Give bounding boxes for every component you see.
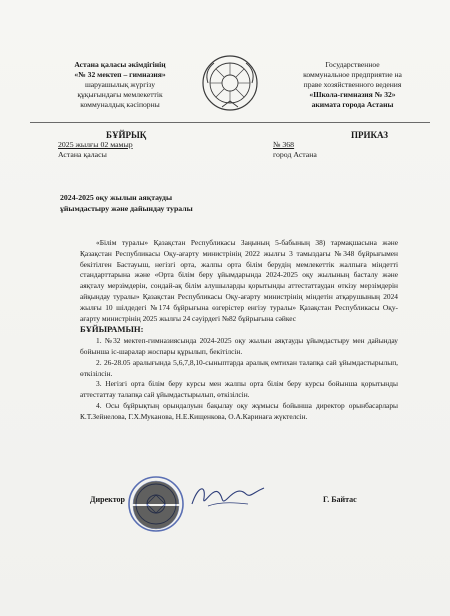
header-left-line4: құқығындағы мемлекеттік <box>77 90 163 99</box>
header-right-line4: «Школа-гимназия № 32» <box>309 90 396 99</box>
header-right-line3: праве хозяйственного ведения <box>303 80 402 89</box>
order-city-kazakh: Астана қаласы <box>58 150 107 159</box>
header-right-line2: коммунальное предприятие на <box>303 70 402 79</box>
header-left-line5: коммуналдық кәсіпорны <box>80 100 160 109</box>
signatory-role: Директор <box>90 495 125 504</box>
header-left-line3: шаруашылық жүргізу <box>84 80 156 89</box>
preamble-paragraph: «Білім туралы» Қазақстан Республикасы Заңының 5-бабының 38) тармақшасына және Қазақстан Республикасы Оқу-ағарту министрінің 2022 жылғы 3 тамыздағы №348 бұйрығымен бекітілген Бастауыш, негізгі орта, жалпы орта білім берудің мемлекеттік жалпыға міндетті стандарттарына және «Орта білім беру ұйымдарында 2024-2025 оқу жылының басталу және аяқталу мерзімдерін, сондай-ақ білім алушыларды қорытынды аттестаттаудан өткізу мерзімдерін айқындау туралы» Қазақстан Республикасы Оқу-ағарту министрінің міндетін атқарушының 2024 жылғы 10 шілдедегі №174 бұйрығына өзгерістер енгізу туралы» Қазақстан Республикасы Оқу-ағарту министрінің 2025 жылғы 24 сәуірдегі №82 бұйрығына сәйкес <box>80 238 398 323</box>
order-subject <box>60 192 280 214</box>
order-block-russian <box>273 130 388 160</box>
order-item-1: 1. №32 мектеп-гимназиясында 2024-2025 оқу жылын аяқтауды ұйымдастыру мен дайындау бойынша іс-шаралар жоспары құрылып, бекітілсін. <box>80 336 398 356</box>
command-word: БҰЙЫРАМЫН <box>80 324 141 335</box>
order-number: № 368 <box>273 140 295 149</box>
order-date: 2025 жылғы 02 мамыр <box>58 140 133 149</box>
header-right-line5: акимата города Астаны <box>311 100 394 109</box>
order-city-russian: город Астана <box>273 150 317 159</box>
header-divider <box>30 122 430 123</box>
subject-line2: ұйымдастыру және дайындау туралы <box>60 204 193 213</box>
header-left-line1: Астана қаласы әкімдігінің <box>74 60 166 69</box>
subject-line1: 2024-2025 оқу жылын аяқтауды <box>60 193 173 202</box>
header-right-russian <box>265 60 440 110</box>
order-item-2: 2. 26-28.05 аралығында 5,6,7,8,10-сыныптарда аралық емтихан талапқа сай ұйымдастырылып, өткізілсін. <box>80 357 398 378</box>
order-block-kazakh <box>58 130 146 160</box>
order-title-russian: ПРИКАЗ <box>351 130 389 140</box>
state-emblem-icon <box>200 53 260 113</box>
header-left-line2: «№ 32 мектеп – гимназия» <box>74 70 166 79</box>
order-item-3: 3. Негізгі орта білім беру курсы мен жалпы орта білім беру курсы бойынша қорытынды аттестаттау талапқа сай ұйымдастырылып, өткізілсін. <box>80 379 398 400</box>
signatory-name: Г. Байтас <box>323 495 357 504</box>
order-item-4: 4. Осы бұйрықтың орындалуын бақылау оқу жұмысы бойынша директор орынбасарлары К.Т.Зейнелова, Г.Х.Муканова, Н.Е.Кищенкова, О.А.Каринаға жүктелсін. <box>80 400 398 421</box>
order-title-kazakh: БҰЙРЫҚ <box>106 130 147 140</box>
header-left-kazakh <box>40 60 200 110</box>
header-right-line1: Государственное <box>325 60 380 69</box>
order-body: «Білім туралы» Қазақстан Республикасы Заңының 5-бабының 38) тармақшасына және Қазақстан Республикасы Оқу-ағарту министрінің 2022 жылғы 3 тамыздағы №348 бұйрығымен бекітілген Бастауыш, негізгі орта, жалпы орта білім берудің мемлекеттік жалпыға міндетті стандарттарына және «Орта білім беру ұйымдарында 2024-2025 оқу жылының басталу және аяқталу мерзімдерін, сондай-ақ білім алушыларды қорытынды аттестаттаудан өткізу мерзімдерін айқындау туралы» Қазақстан Республикасы Оқу-ағарту министрінің міндетін атқарушының 2024 жылғы 10 шілдедегі №174 бұйрығына өзгерістер енгізу туралы» Қазақстан Республикасы Оқу-ағарту министрінің 2025 жылғы 24 сәуірдегі №82 бұйрығына сәйкес БҰЙЫРАМЫН: 1. №32 мектеп-гимназиясында 2024-2025 оқу жылын аяқтауды ұйымдастыру мен дайындау бойынша іс-шаралар жоспары құрылып, бекітілсін. 2. 26-28.05 аралығында 5,6,7,8,10-сыныптарда аралық емтихан талапқа сай ұйымдастырылып, өткізілсін. 3. Негізгі орта білім беру курсы мен жалпы орта білім беру курсы бойынша қорытынды аттестаттау талапқа сай ұйымдастырылып, өткізілсін. 4. Осы бұйрықтың орындалуын бақылау оқу жұмысы бойынша директор орынбасарлары К.Т.Зейнелова, Г.Х.Муканова, Н.Е.Кищенкова, О.А.Каринаға жүктелсін. <box>80 238 398 421</box>
signature-block <box>90 490 370 530</box>
